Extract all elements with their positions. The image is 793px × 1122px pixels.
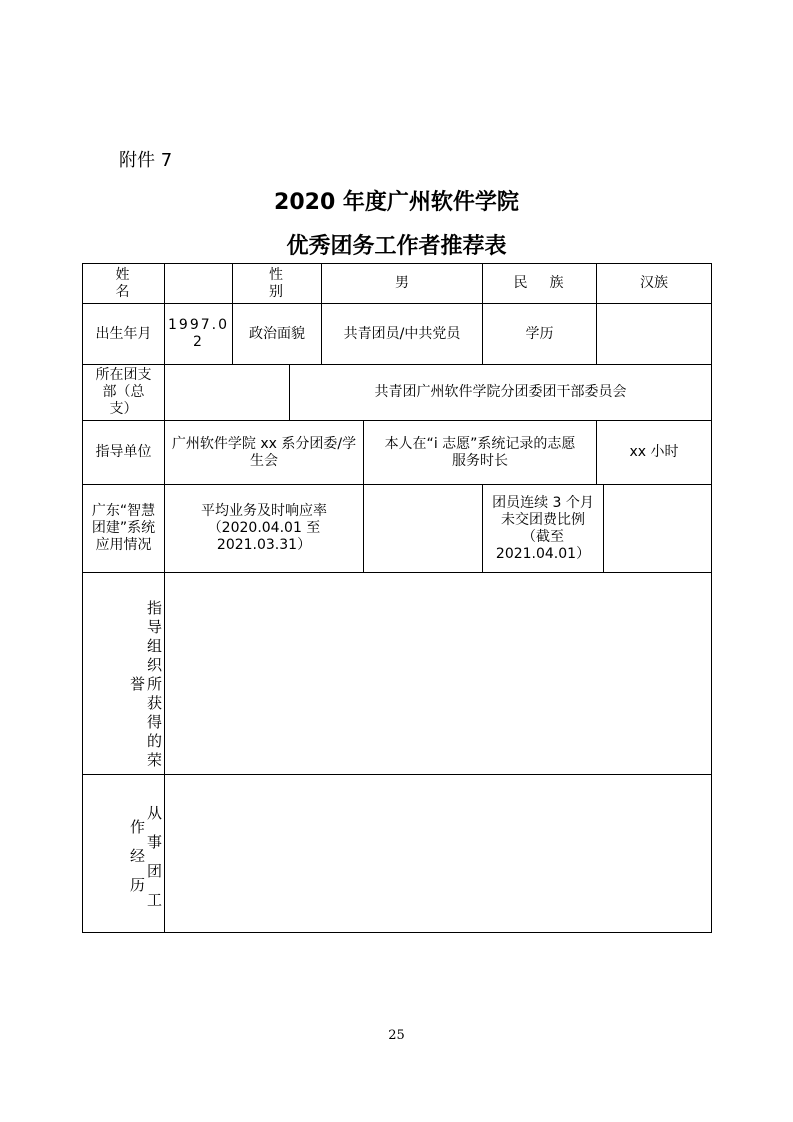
guide-unit-label: 指导单位 xyxy=(95,444,152,460)
birth-label: 出生年月 xyxy=(95,325,152,342)
political-label: 政治面貌 xyxy=(249,325,305,342)
experience-field[interactable] xyxy=(165,775,711,932)
attachment-label: 附件 7 xyxy=(119,150,173,171)
unpaid-dues-field[interactable] xyxy=(604,485,711,572)
response-rate-label: 平均业务及时响应率（2020.04.01 至 2021.03.31） xyxy=(201,503,327,553)
table-line xyxy=(82,932,712,933)
branch-field-left[interactable] xyxy=(165,365,289,420)
unpaid-dues-label: 团员连续 3 个月未交团费比例（截至 2021.04.01） xyxy=(492,494,594,562)
response-rate-field[interactable] xyxy=(364,485,482,572)
volunteer-hours-field[interactable]: xx 小时 xyxy=(629,444,679,460)
form-title-line1: 2020 年度广州软件学院 xyxy=(274,190,519,215)
gender-label: 性别 xyxy=(269,266,317,300)
name-field[interactable] xyxy=(165,264,232,303)
guide-unit-field[interactable]: 广州软件学院 xx 系分团委/学生会 xyxy=(171,435,357,469)
page-number: 25 xyxy=(388,1028,405,1043)
experience-label: 从事团工作经历 xyxy=(128,804,163,921)
honors-field[interactable] xyxy=(165,573,711,774)
education-field[interactable] xyxy=(597,304,711,364)
smart-league-label: 广东“智慧团建”系统应用情况 xyxy=(91,503,156,553)
political-field[interactable]: 共青团员/中共党员 xyxy=(343,325,461,342)
gender-field[interactable]: 男 xyxy=(395,275,409,291)
ethnicity-label: 民族 xyxy=(513,275,586,291)
form-title-line2: 优秀团务工作者推荐表 xyxy=(286,234,507,259)
branch-field[interactable]: 共青团广州软件学院分团委团干部委员会 xyxy=(374,384,627,400)
birth-field[interactable]: 1997.02 xyxy=(168,317,229,350)
volunteer-hours-label: 本人在“i 志愿”系统记录的志愿服务时长 xyxy=(384,435,576,469)
branch-label: 所在团支部（总支） xyxy=(95,367,152,417)
honors-label: 指导组织所获得的荣誉 xyxy=(128,600,163,771)
ethnicity-field[interactable]: 汉族 xyxy=(640,275,668,291)
table-line xyxy=(711,263,712,933)
name-label: 姓名 xyxy=(115,266,164,300)
education-label: 学历 xyxy=(525,325,554,342)
